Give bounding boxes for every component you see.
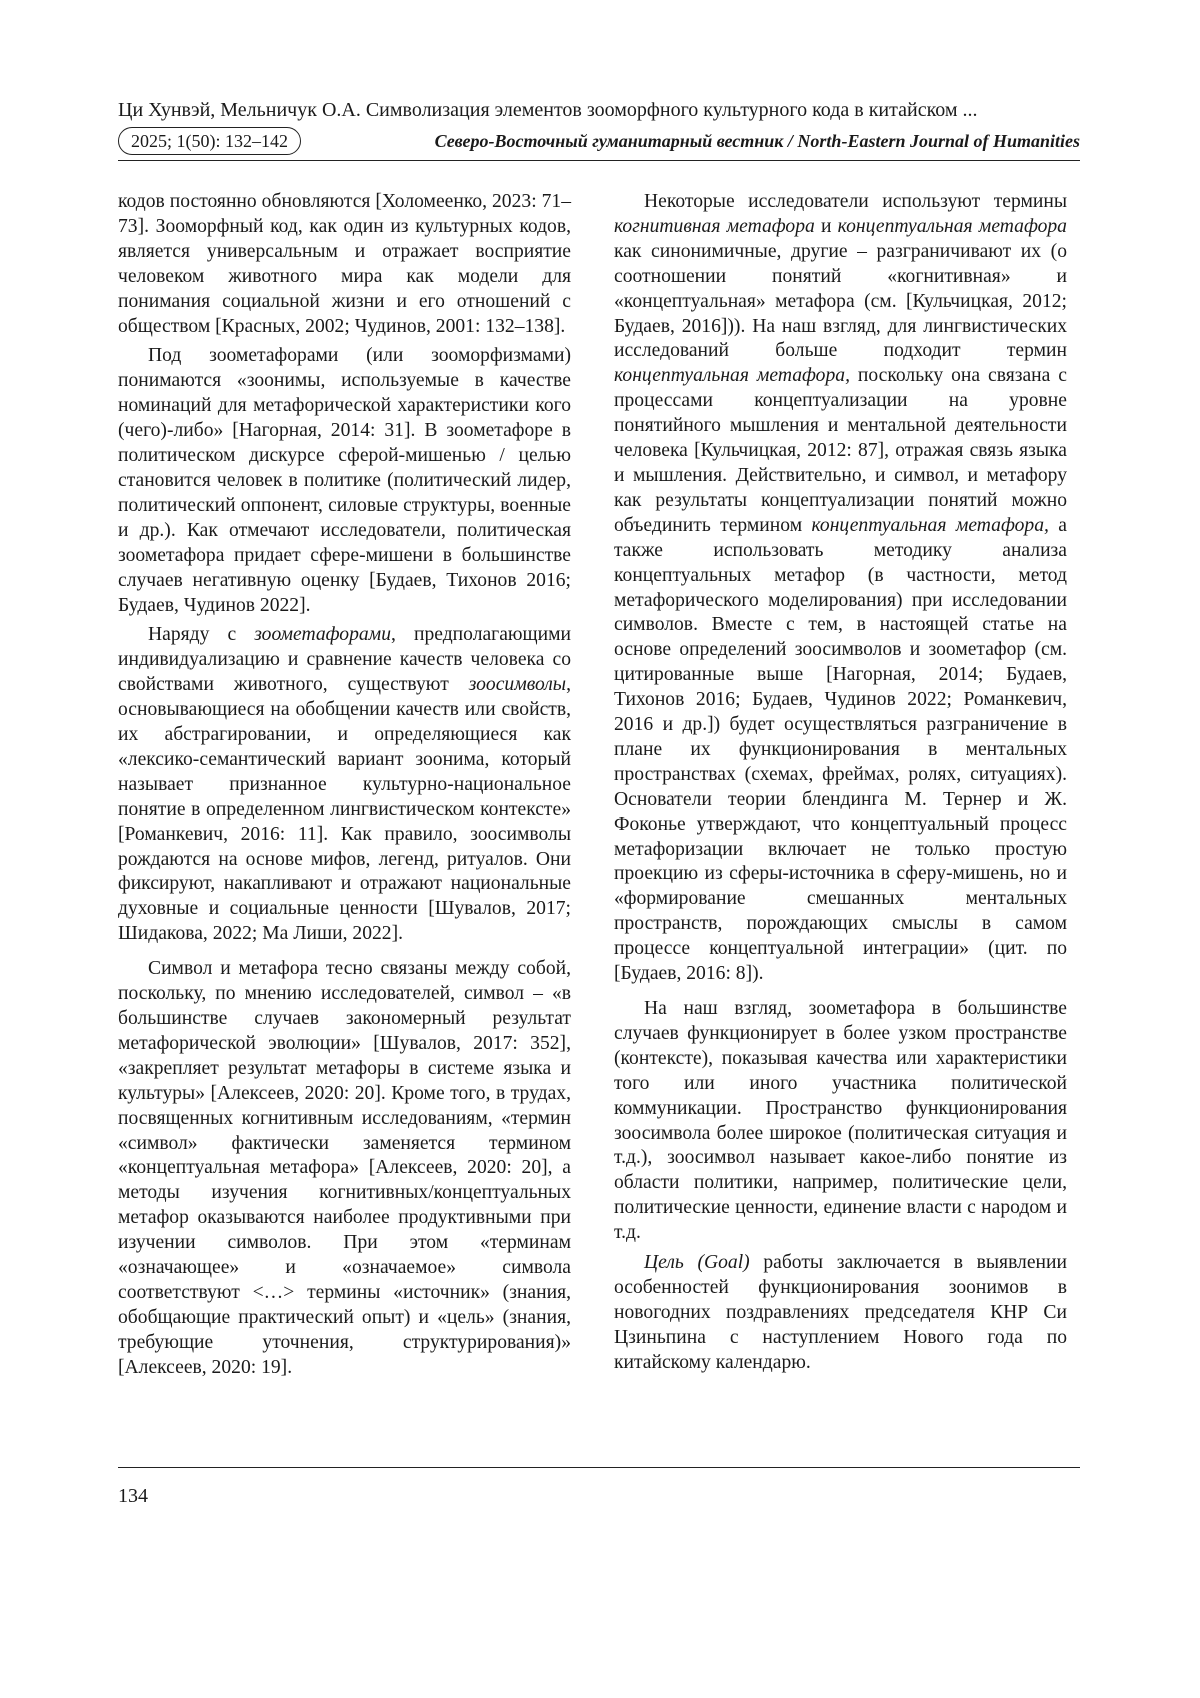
term-goal: Цель (Goal) xyxy=(644,1252,750,1274)
text-run: как синонимичные, другие – разграничивают их (о соотношении понятий «когнитивная» и «концептуальная» метафора (см. [Кульчицкая, 2012; Будаев, 2016])). На наш взгляд, для лингвистических исследований больше подходит термин xyxy=(614,240,1067,362)
left-column xyxy=(118,190,571,1386)
right-column xyxy=(614,190,1067,1381)
term-zoometaphors: зоометафорами xyxy=(254,624,391,646)
text-run: поскольку она связана с процессами концептуализации на уровне понятийного мышления и ментальной деятельности человека [Кульчицкая, 2012: 87], отражая связь языка и мышления. Действительно, и символ, и метафору как результаты концептуализации понятий можно объединить термином xyxy=(614,365,1067,536)
text-run: и xyxy=(814,215,838,237)
text-run: , основывающиеся на обобщении качеств или свойств, их абстрагировании, и определяющиеся как «лексико-семантический вариант зоонима, который называет признанное культурно-национальное понятие в определенном лингвистическом контексте» [Романкевич, 2016: 11]. Как правило, зоосимволы рождаются на основе мифов, легенд, ритуалов. Они фиксируют, накапливают и отражают национальные духовные и социальные ценности [Шувалов, 2017; Шидакова, 2022; Ма Лиши, 2022]. xyxy=(118,674,571,945)
issue-badge: 2025; 1(50): 132–142 xyxy=(118,127,301,155)
left-paragraph-2: Под зоометафорами (или зооморфизмами) понимаются «зоонимы, используемые в качестве номинаций для метафорической характеристики кого (чего)-либо» [Нагорная, 2014: 31]. В зоометафоре в политическом дискурсе сферой-мишенью / целью становится человек в политике (политический лидер, политический оппонент, силовые структуры, военные и др.). Как отмечают исследователи, политическая зоометафора придает сфере-мишени в большинстве случаев негативную оценку [Будаев, Тихонов 2016; Будаев, Чудинов 2022]. xyxy=(118,345,571,616)
text-run: работы заключается в выявлении особенностей функционирования зоонимов в новогодних поздравлениях председателя КНР Си Цзиньпина с наступлением Нового года по китайскому календарю. xyxy=(614,1252,1067,1373)
running-title: Ци Хунвэй, Мельничук О.А. Символизация элементов зооморфного культурного кода в китайском ... xyxy=(118,99,978,121)
journal-name: Северо-Восточный гуманитарный вестник / North-Eastern Journal of Humanities xyxy=(434,131,1080,151)
term-conceptual-metaphor: концептуальная метафора, xyxy=(614,365,850,387)
header-divider xyxy=(118,160,1080,161)
footer-divider xyxy=(118,1467,1080,1468)
term-zoosymbols: зоосимволы xyxy=(468,674,567,696)
right-paragraph-3 xyxy=(614,1251,1067,1376)
text-run: Наряду с xyxy=(148,624,255,646)
text-run: , предполагающими индивидуализацию и сравнение качеств человека со свойствами животного, существуют xyxy=(118,624,571,696)
text-run: Некоторые исследователи используют термины xyxy=(644,191,1067,212)
term-cognitive-metaphor: когнитивная метафора xyxy=(614,215,815,237)
left-paragraph-4: Символ и метафора тесно связаны между собой, поскольку, по мнению исследователей, символ – «в большинстве случаев закономерный результат метафорической эволюции» [Шувалов, 2017: 352], «закрепляет результат метафоры в системе языка и культуры» [Алексеев, 2020: 20]. Кроме того, в трудах, посвященных когнитивным исследованиям, «термин «символ» фактически заменяется термином «концептуальная метафора» [Алексеев, 2020: 20], а методы изучения когнитивных/концептуальных метафор оказываются наиболее продуктивными при изучении символов. При этом «терминам «означающее» и «означаемое» символа соответствуют <…> термины «источник» (знания, обобщающие практический опыт) и «цель» (знания, требующие уточнения, структурирования)» [Алексеев, 2020: 19]. xyxy=(118,958,571,1378)
left-paragraph-1: кодов постоянно обновляются [Холомеенко, 2023: 71–73]. Зооморфный код, как один из культурных кодов, является универсальным и отражает восприятие человеком животного мира как модели для понимания социальной жизни и его отношений с обществом [Красных, 2002; Чудинов, 2001: 132–138]. xyxy=(118,191,571,337)
page-number: 134 xyxy=(118,1485,148,1507)
left-paragraph-3 xyxy=(118,623,571,947)
right-paragraph-1 xyxy=(614,190,1067,987)
term-conceptual-metaphor: концептуальная метафора, xyxy=(811,514,1049,536)
term-conceptual-metaphor: концептуальная метафора xyxy=(837,215,1067,237)
text-run: а также использовать методику анализа концептуальных метафор (в частности, метод метафорического моделирования) при исследовании символов. Вместе с тем, в настоящей статье на основе определений зоосимволов и зоометафор (см. цитированные выше [Нагорная, 2014; Будаев, Тихонов 2016; Будаев, Чудинов 2022; Романкевич, 2016 и др.]) будет осуществляться разграничение в плане их функционирования в ментальных пространствах (схемах, фреймах, ролях, ситуациях). Основатели теории блендинга М. Тернер и Ж. Фоконье утверждают, что концептуальный процесс метафоризации включает не только простую проекцию из сферы-источника в сферу-мишень, но и «формирование смешанных ментальных пространств, порождающих смыслы в самом процессе концептуальной интеграции» (цит. по [Будаев, 2016: 8]). xyxy=(614,514,1067,985)
right-paragraph-2: На наш взгляд, зоометафора в большинстве случаев функционирует в более узком пространстве (контексте), показывая качества или характеристики того или иного участника политической коммуникации. Пространство функционирования зоосимвола более широкое (политическая ситуация и т.д.), зоосимвол называет какое-либо понятие из области политики, например, политические цели, политические ценности, единение власти с народом и т.д. xyxy=(614,998,1067,1244)
issue-row xyxy=(118,127,1080,157)
